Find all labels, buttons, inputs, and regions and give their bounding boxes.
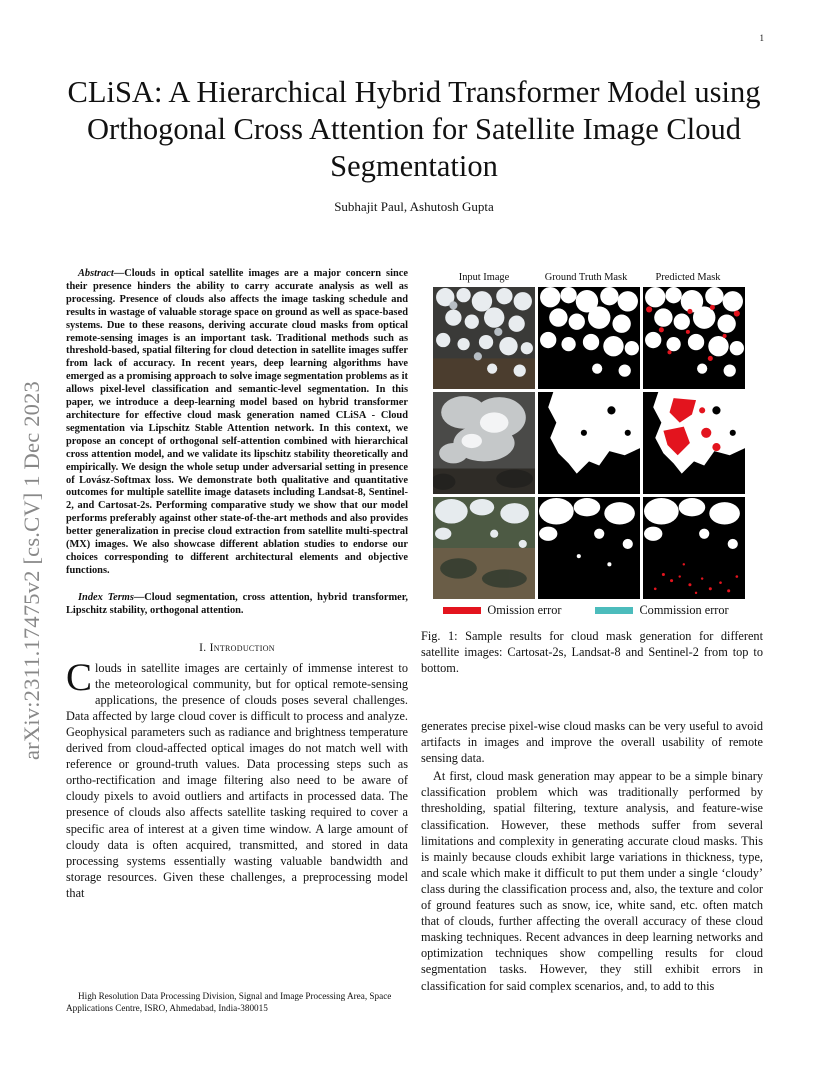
abstract-text: —Clouds in optical satellite images are a major concern since their presence hinders the ability to carry accurate analysis as well as processing. Presence of clouds also affects the image tasking schedule and results in wastage of valuable storage space on ground as well as space-based systems. Due to these reasons, deriving accurate cloud masks from optical remote-sensing images is an important task. Traditional methods such as threshold-based, spatial filtering for cloud detection in satellite images suffer from lack of accuracy. In recent years, deep learning algorithms have emerged as a promising approach to solve image segmentation problems as it allows pixel-level classification and semantic-level segmentation. In this paper, we introduce a deep-learning model based on hybrid transformer architecture for effective cloud mask generation named CLiSA - Cloud segmentation via Lipschitz Stable Attention network. In this context, we propose an concept of orthogonal self-attention combined with hierarchical cross attention model, and we validate its lipschitz stability theoretically and empirically. We design the whole setup under adversarial setting in presence of Lovász-Softmax loss. We demonstrate both qualitative and quantitative outcomes for multiple satellite image datasets including Landsat-8, Sentinel-2, and Cartosat-2s. Performing comparative study we show that our model performs preferably against other state-of-the-art methods and also provides better generalization in precise cloud extraction from satellite multi-spectral (MX) images. We also showcase different ablation studies to endorse our choices corresponding to different architectural elements and objective functions. <box>66 268 408 576</box>
left-column <box>66 268 408 901</box>
omission-label: Omission error <box>487 603 562 617</box>
input-image-cartosat <box>433 287 535 389</box>
header-ground-truth: Ground Truth Mask <box>544 272 628 283</box>
commission-swatch <box>595 607 633 614</box>
input-image-sentinel <box>433 497 535 599</box>
intro-text: louds in satellite images are certainly of immense interest to the meteorological community, but for optical remote-sensing applications, the presence of clouds poses several challenges. Data affected by large cloud cover is difficult to process and analyze. Geophysical parameters such as radiance and brightness temperature derived from cloud-affected optical images do not match well with reference or ground-truth values. Data processing steps such as ortho-rectification and image filtering also need to be aware of cloudy pixels to avoid outliers and artifacts in processed data. The presence of clouds also affects satellite tasking required to cover a specific area of interest at a given time window. A large amount of cloudy data is often acquired, transmitted, and stored in data processing systems essentially wasting valuable bandwidth and storage resources. Given these challenges, a preprocessing model that <box>66 660 408 900</box>
ground-truth-landsat <box>538 392 640 494</box>
commission-label: Commission error <box>639 603 729 617</box>
omission-swatch <box>443 607 481 614</box>
abstract-lead: Abstract <box>78 268 114 279</box>
figure-legend <box>433 603 739 618</box>
figure-1 <box>433 272 739 618</box>
right-paragraph-1: generates precise pixel-wise cloud masks can be very useful to avoid artifacts in images and improve the overall usability of remote sensing data. <box>421 719 763 766</box>
ground-truth-cartosat <box>538 287 640 389</box>
drop-cap: C <box>66 655 93 699</box>
right-paragraph-2: At first, cloud mask generation may appear to be a simple binary classification problem which was traditionally performed by thresholding, spatial filtering, texture analysis, and feature-wise classification. However, these methods suffer from several limitations and complexity in generating accurate cloud masks. This is mainly because clouds exhibit large variations in thickness, type, and scale which make it difficult to put them under a single ‘cloudy’ class during the classification process and, also, the texture and color of ground features such as snow, ice, white sand, etc. often match that of clouds, further affecting the overall accuracy of these cloud masking techniques. Recent advances in deep learning networks and optimization techniques show compelling results for cloud segmentation tasks. However, they still exhibit errors in classification for said complex scenarios, and, to add to this <box>421 769 763 993</box>
arxiv-identifier: arXiv:2311.17475v2 [cs.CV] 1 Dec 2023 <box>19 380 44 760</box>
figure-column-headers <box>433 272 739 287</box>
affiliation-footnote: High Resolution Data Processing Division, Signal and Image Processing Area, Space Applications Centre, ISRO, Ahmedabad, India-380015 <box>66 991 392 1013</box>
predicted-cartosat <box>643 287 745 389</box>
paper-authors: Subhajit Paul, Ashutosh Gupta <box>334 199 494 214</box>
input-image-landsat <box>433 392 535 494</box>
section-number: I. <box>199 641 210 654</box>
header-input-image: Input Image <box>458 272 510 283</box>
figure-image-grid <box>433 287 739 599</box>
predicted-sentinel <box>643 497 745 599</box>
index-terms-text: —Cloud segmentation, cross attention, hybrid transformer, Lipschitz stability, orthogonal attention. <box>66 591 408 616</box>
section-heading <box>66 642 408 654</box>
index-terms-lead: Index Terms <box>78 591 134 603</box>
section-title: Introduction <box>209 641 275 654</box>
paper-title: CLiSA: A Hierarchical Hybrid Transformer Model using Orthogonal Cross Attention for Satellite Image Cloud Segmentation <box>67 75 761 183</box>
header-predicted: Predicted Mask <box>655 272 721 283</box>
ground-truth-sentinel <box>538 497 640 599</box>
index-terms <box>66 592 408 618</box>
figure-caption: Fig. 1: Sample results for cloud mask generation for different satellite images: Cartosat-2s, Landsat-8 and Sentinel-2 from top to bottom. <box>421 629 763 676</box>
predicted-landsat <box>643 392 745 494</box>
abstract <box>66 268 408 578</box>
intro-paragraph <box>66 655 408 901</box>
page-number: 1 <box>759 33 764 43</box>
right-column-body <box>421 718 763 994</box>
